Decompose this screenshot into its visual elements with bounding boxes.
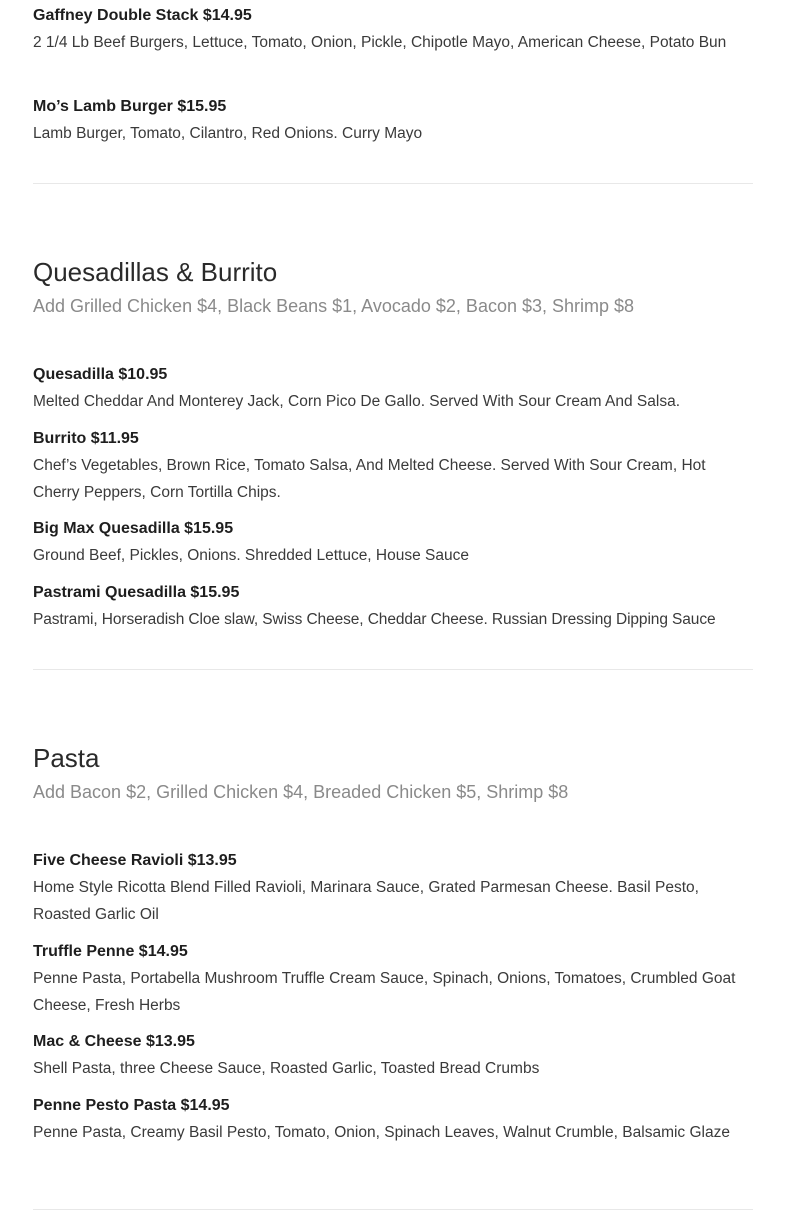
menu-item (33, 1032, 753, 1082)
menu-item-description: Pastrami, Horseradish Cloe slaw, Swiss Cheese, Cheddar Cheese. Russian Dressing Dipping Sauce (33, 611, 716, 628)
menu-item-description: Chef’s Vegetables, Brown Rice, Tomato Salsa, And Melted Cheese. Served With Sour Cream, Hot Cherry Peppers, Corn Tortilla Chips. (33, 457, 706, 501)
section-divider (33, 183, 753, 184)
menu-item-name: Mac & Cheese $13.95 (33, 1033, 195, 1050)
menu-item-name: Truffle Penne $14.95 (33, 943, 188, 960)
menu-item-description: Home Style Ricotta Blend Filled Ravioli, Marinara Sauce, Grated Parmesan Cheese. Basil Pesto, Roasted Garlic Oil (33, 879, 699, 923)
menu-item-description: Shell Pasta, three Cheese Sauce, Roasted Garlic, Toasted Bread Crumbs (33, 1060, 540, 1077)
section-title: Pasta (33, 743, 100, 773)
menu-item (33, 851, 753, 928)
section-divider (33, 669, 753, 670)
section-header (33, 742, 753, 804)
menu-item (33, 942, 753, 1019)
section-subtitle: Add Grilled Chicken $4, Black Beans $1, Avocado $2, Bacon $3, Shrimp $8 (33, 296, 635, 316)
menu-item-description: Ground Beef, Pickles, Onions. Shredded Lettuce, House Sauce (33, 547, 469, 564)
section-divider (33, 1209, 753, 1210)
menu-item-name: Gaffney Double Stack $14.95 (33, 7, 252, 24)
menu-item-name: Burrito $11.95 (33, 430, 139, 447)
menu-item (33, 429, 753, 506)
menu-item-name: Pastrami Quesadilla $15.95 (33, 584, 240, 601)
menu-item-name: Penne Pesto Pasta $14.95 (33, 1097, 230, 1114)
menu-item-description: 2 1/4 Lb Beef Burgers, Lettuce, Tomato, Onion, Pickle, Chipotle Mayo, American Cheese, Potato Bun (33, 34, 727, 51)
menu-item-description: Lamb Burger, Tomato, Cilantro, Red Onions. Curry Mayo (33, 125, 423, 142)
menu-item-description: Penne Pasta, Portabella Mushroom Truffle Cream Sauce, Spinach, Onions, Tomatoes, Crumbled Goat Cheese, Fresh Herbs (33, 970, 736, 1014)
menu-item (33, 1096, 753, 1146)
menu-item-name: Five Cheese Ravioli $13.95 (33, 852, 237, 869)
menu-item-name: Big Max Quesadilla $15.95 (33, 520, 234, 537)
menu-item (33, 97, 753, 147)
section-header (33, 256, 753, 318)
menu-item (33, 583, 753, 633)
menu-item-name: Mo’s Lamb Burger $15.95 (33, 98, 227, 115)
menu-item-description: Penne Pasta, Creamy Basil Pesto, Tomato, Onion, Spinach Leaves, Walnut Crumble, Balsamic Glaze (33, 1124, 730, 1141)
menu-item (33, 519, 753, 569)
section-title: Quesadillas & Burrito (33, 257, 278, 287)
menu-item (33, 6, 753, 56)
section-subtitle: Add Bacon $2, Grilled Chicken $4, Breaded Chicken $5, Shrimp $8 (33, 782, 569, 802)
menu-item (33, 365, 753, 415)
menu-item-name: Quesadilla $10.95 (33, 366, 168, 383)
menu-item-description: Melted Cheddar And Monterey Jack, Corn Pico De Gallo. Served With Sour Cream And Salsa. (33, 393, 680, 410)
